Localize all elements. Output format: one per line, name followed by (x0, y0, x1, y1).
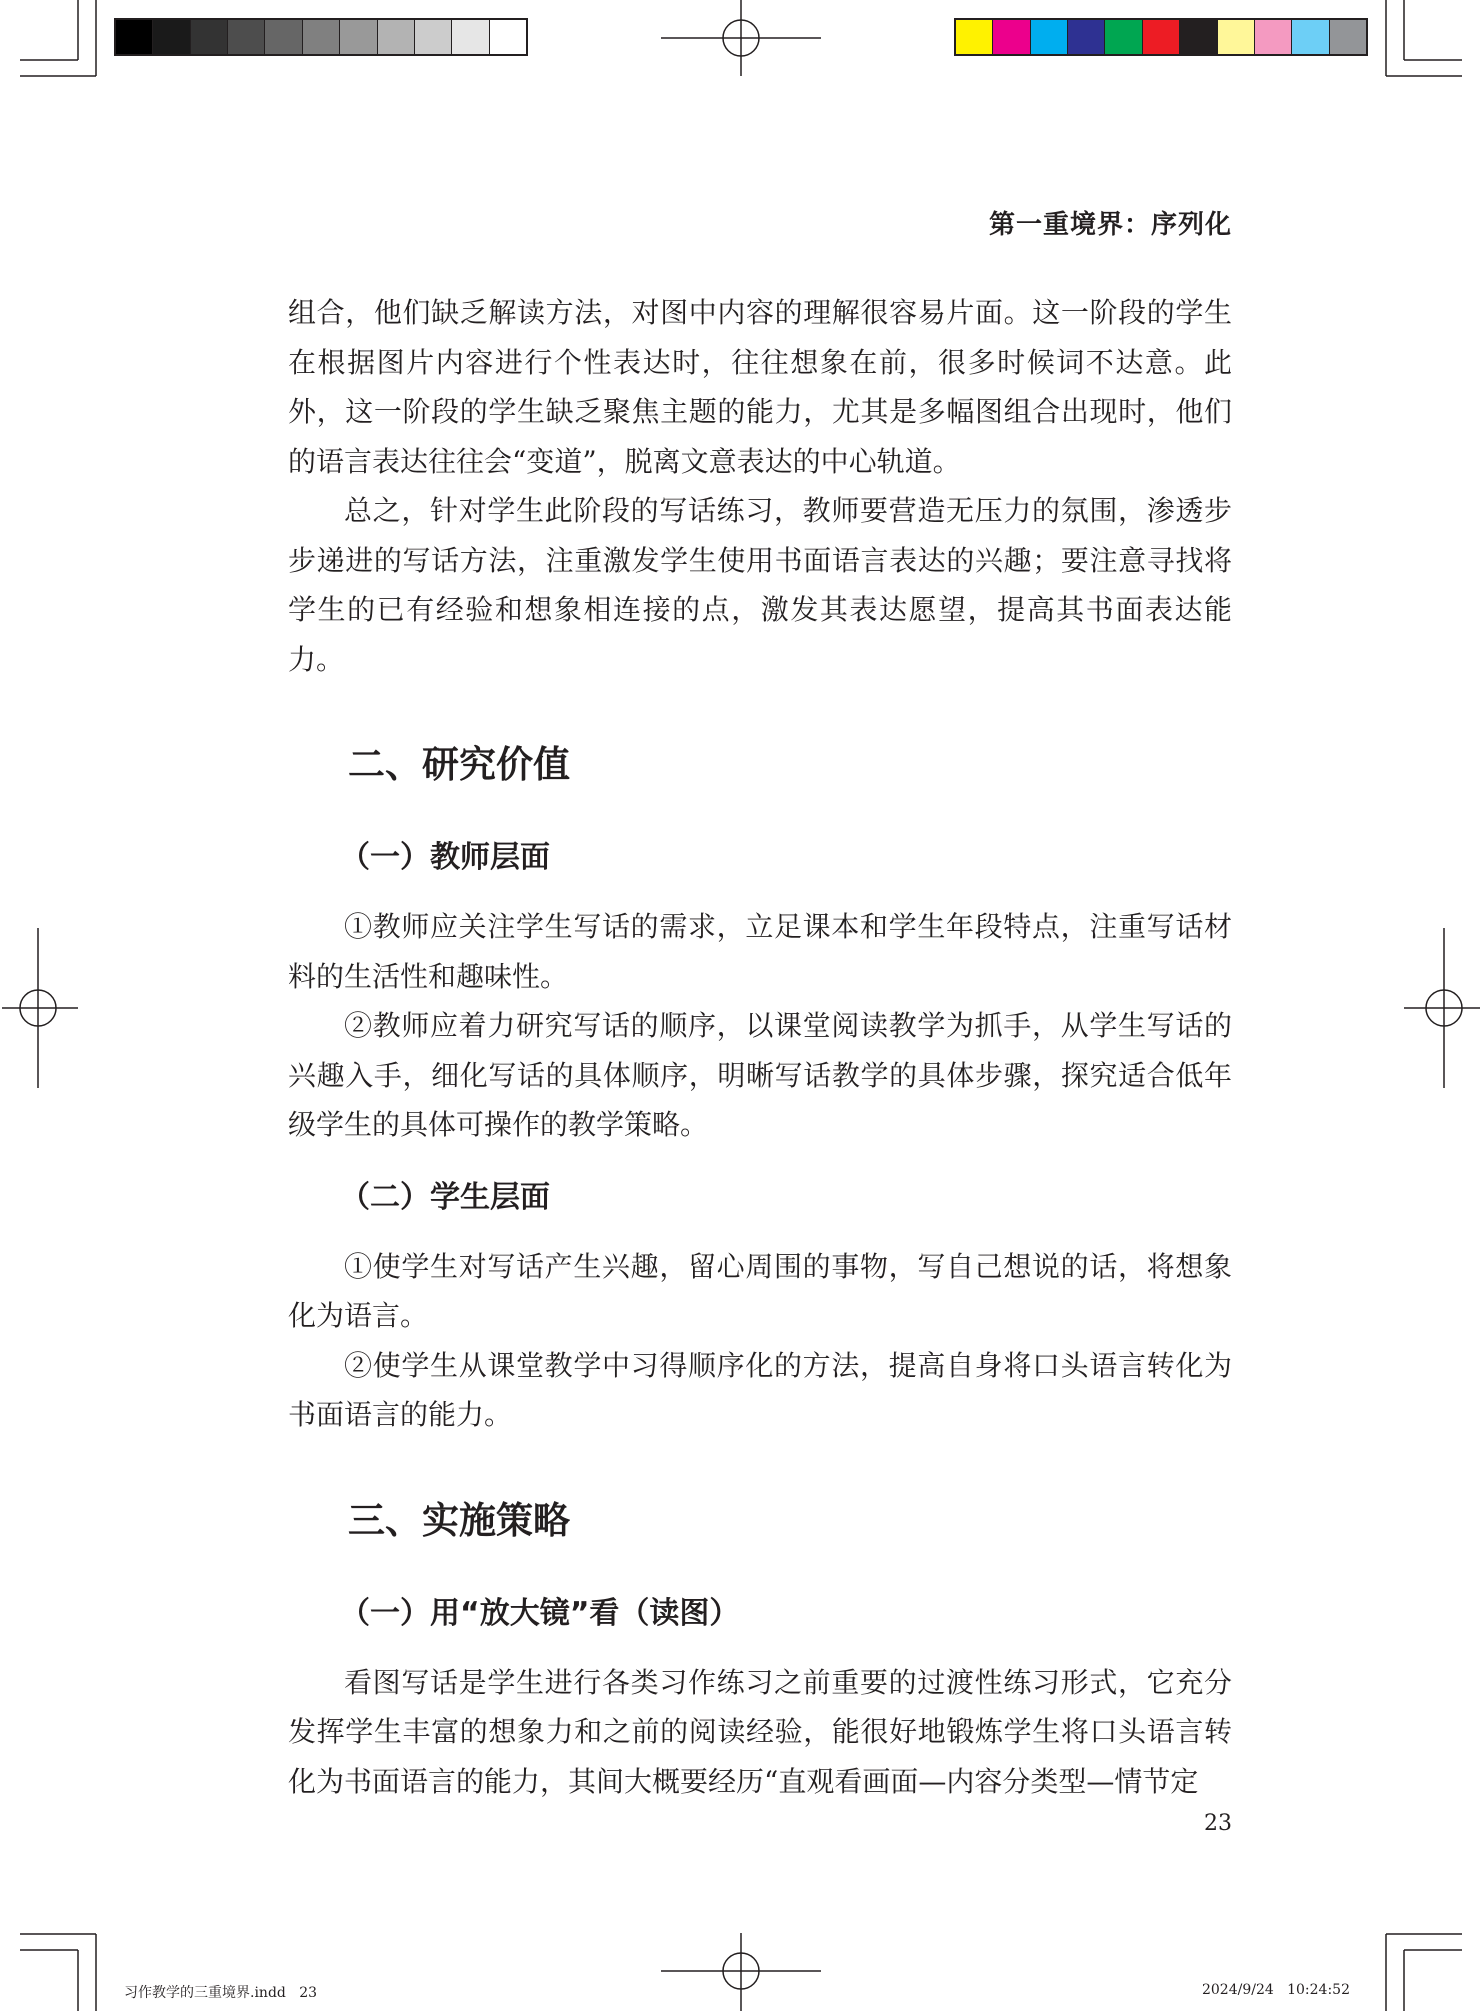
registration-mark-right (1402, 928, 1482, 1088)
paragraph-picture-writing: 看图写话是学生进行各类习作练习之前重要的过渡性练习形式，它充分发挥学生丰富的想象力和之前的阅读经验，能很好地锻炼学生将口头语言转化为书面语言的能力，其间大概要经历“直观看画面—内容分类型—情节定 (288, 1665, 1232, 1798)
subheading-magnifier: （一）用“放大镜”看（读图） (340, 1595, 740, 1631)
subheading-student-level: （二）学生层面 (340, 1179, 550, 1215)
subheading-teacher-level: （一）教师层面 (340, 840, 550, 875)
section-heading-implementation: 三、实施策略 (348, 1498, 570, 1542)
teacher-item-2: ②教师应着力研究写话的顺序，以课堂阅读教学为抓手，从学生写话的兴趣入手，细化写话的具体顺序，明晰写话教学的具体步骤，探究适合低年级学生的具体可操作的教学策略。 (288, 1009, 1232, 1141)
teacher-item-1: ①教师应关注学生写话的需求，立足课本和学生年段特点，注重写话材料的生活性和趣味性。 (288, 910, 1232, 993)
page-body (288, 288, 1232, 1806)
registration-mark-top (661, 0, 821, 80)
running-header-title: 第一重境界：序列化 (988, 210, 1232, 240)
student-item-2: ②使学生从课堂教学中习得顺序化的方法，提高自身将口头语言转化为书面语言的能力。 (288, 1348, 1232, 1431)
registration-mark-left (0, 928, 80, 1088)
section-heading-research-value: 二、研究价值 (348, 743, 570, 786)
paragraph-continuation: 组合，他们缺乏解读方法，对图中内容的理解很容易片面。这一阶段的学生在根据图片内容进行个性表达时，往往想象在前，很多时候词不达意。此外，这一阶段的学生缺乏聚焦主题的能力，尤其是多幅图组合出现时，他们的语言表达往往会“变道”，脱离文意表达的中心轨道。 (288, 296, 1232, 478)
page-number: 23 (1204, 1811, 1232, 1836)
slug-filename: 习作教学的三重境界.indd 23 (124, 1985, 318, 2001)
slug-datetime: 2024/9/24 10:24:52 (1201, 1982, 1350, 1998)
paragraph-summary: 总之，针对学生此阶段的写话练习，教师要营造无压力的氛围，渗透步步递进的写话方法，注重激发学生使用书面语言表达的兴趣；要注意寻找将学生的已有经验和想象相连接的点，激发其表达愿望，提高其书面表达能力。 (288, 494, 1232, 676)
student-item-1: ①使学生对写话产生兴趣，留心周围的事物，写自己想说的话，将想象化为语言。 (288, 1249, 1232, 1332)
registration-mark-bottom (661, 1931, 821, 2011)
